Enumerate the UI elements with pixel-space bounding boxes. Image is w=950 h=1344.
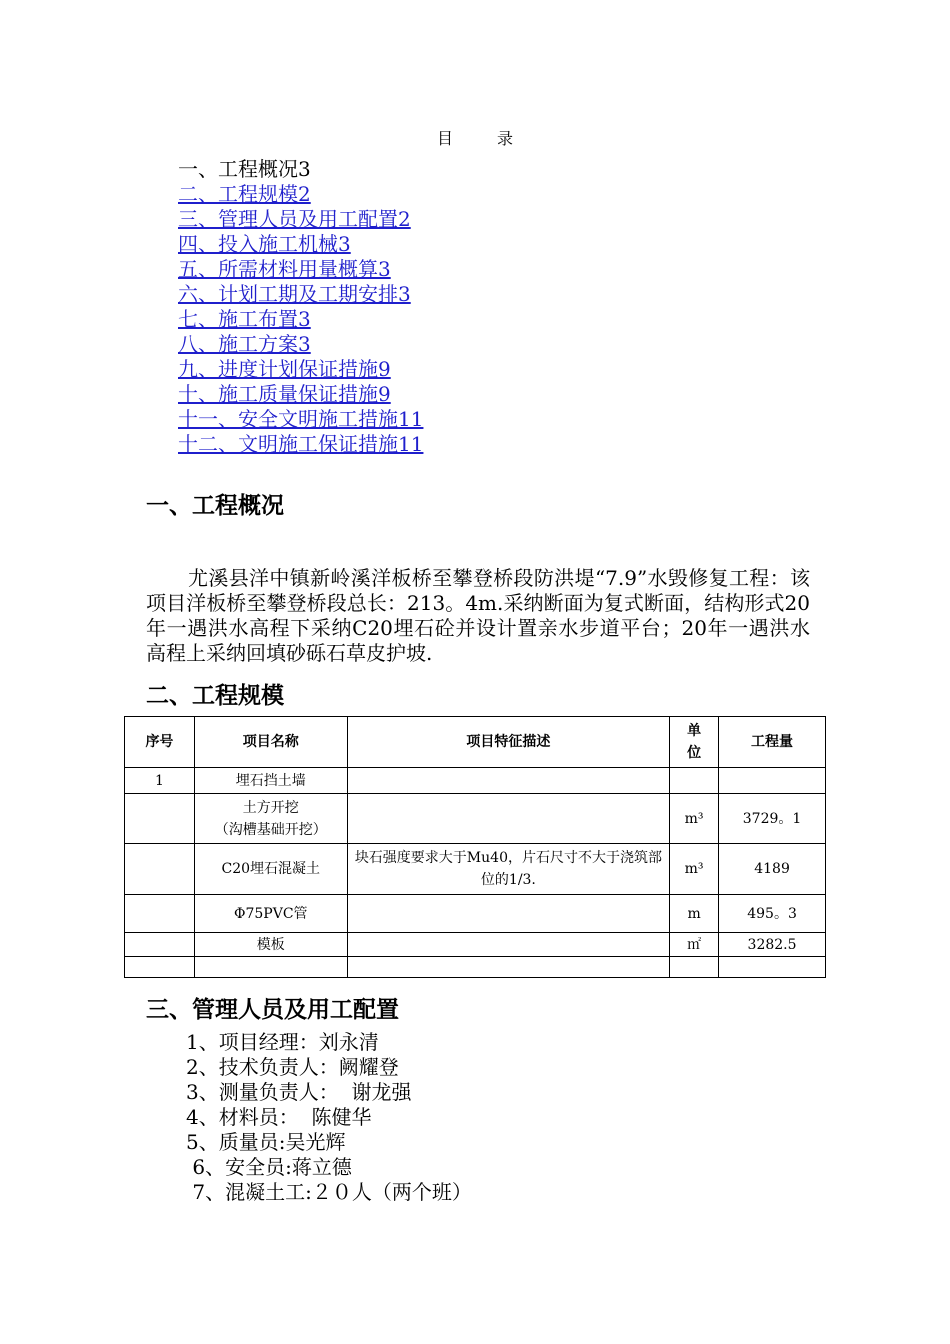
staff-item-quality-officer: 5、质量员:吴光辉	[186, 1130, 346, 1154]
cell-quantity: 3729。1	[719, 794, 826, 844]
cell-description	[347, 895, 669, 933]
cell-unit	[670, 768, 719, 794]
cell-item-name: 埋石挡土墙	[194, 768, 347, 794]
table-row	[125, 844, 826, 895]
table-row	[125, 794, 826, 844]
cell-unit	[670, 957, 719, 978]
table-row	[125, 895, 826, 933]
toc-link-schedule[interactable]: 六、计划工期及工期安排3	[178, 282, 411, 306]
section-heading-overview: 一、工程概况	[146, 493, 284, 519]
cell-unit: m³	[670, 794, 719, 844]
cell-quantity	[719, 768, 826, 794]
toc-link-progress-measures[interactable]: 九、进度计划保证措施9	[178, 357, 391, 381]
cell-item-name: Φ75PVC管	[194, 895, 347, 933]
table-of-contents	[178, 157, 423, 457]
cell-item-name	[194, 957, 347, 978]
toc-title: 目录	[436, 129, 557, 148]
section-heading-scale: 二、工程规模	[146, 683, 284, 709]
cell-item-name: 模板	[194, 933, 347, 957]
staff-item-materials-officer: 4、材料员： 陈健华	[186, 1105, 372, 1129]
cell-no	[125, 895, 195, 933]
cell-item-name: C20埋石混凝土	[194, 844, 347, 895]
header-description: 项目特征描述	[347, 717, 669, 768]
cell-no	[125, 794, 195, 844]
toc-link-machinery[interactable]: 四、投入施工机械3	[178, 232, 351, 256]
cell-description	[347, 957, 669, 978]
cell-no: 1	[125, 768, 195, 794]
staff-item-technical-lead: 2、技术负责人：阙耀登	[186, 1055, 399, 1079]
toc-link-civilized-measures[interactable]: 十二、文明施工保证措施11	[178, 432, 424, 456]
toc-link-materials[interactable]: 五、所需材料用量概算3	[178, 257, 391, 281]
staff-list	[186, 1030, 472, 1205]
toc-item-overview: 一、工程概况3	[178, 157, 311, 181]
toc-link-scale[interactable]: 二、工程规模2	[178, 182, 311, 206]
cell-description: 块石强度要求大于Mu40，片石尺寸不大于浇筑部位的1/3.	[347, 844, 669, 895]
cell-quantity	[719, 957, 826, 978]
staff-item-survey-lead: 3、测量负责人： 谢龙强	[186, 1080, 412, 1104]
cell-unit: m³	[670, 844, 719, 895]
cell-description	[347, 768, 669, 794]
header-quantity: 工程量	[719, 717, 826, 768]
toc-link-staffing[interactable]: 三、管理人员及用工配置2	[178, 207, 411, 231]
table-row	[125, 933, 826, 957]
toc-link-layout[interactable]: 七、施工布置3	[178, 307, 311, 331]
section-heading-staffing: 三、管理人员及用工配置	[146, 997, 399, 1023]
overview-paragraph: 尤溪县洋中镇新岭溪洋板桥至攀登桥段防洪堤“7.9”水毁修复工程：该项目洋板桥至攀登桥段总长：213。4m.采纳断面为复式断面，结构形式20年一遇洪水高程下采纳C20埋石砼并设计置亲水步道平台；20年一遇洪水高程上采纳回填砂砾石草皮护坡.	[146, 566, 810, 665]
cell-quantity: 3282.5	[719, 933, 826, 957]
table-header-row	[125, 717, 826, 768]
table-row	[125, 957, 826, 978]
cell-quantity: 495。3	[719, 895, 826, 933]
cell-no	[125, 957, 195, 978]
table-row	[125, 768, 826, 794]
project-scale-table	[124, 716, 826, 978]
toc-link-quality-measures[interactable]: 十、施工质量保证措施9	[178, 382, 391, 406]
cell-item-name: 土方开挖 （沟槽基础开挖）	[194, 794, 347, 844]
toc-link-plan[interactable]: 八、施工方案3	[178, 332, 311, 356]
header-no: 序号	[125, 717, 195, 768]
staff-item-safety-officer: 6、安全员:蒋立德	[186, 1155, 352, 1179]
staff-item-project-manager: 1、项目经理：刘永清	[186, 1030, 379, 1054]
cell-unit: ㎡	[670, 933, 719, 957]
cell-unit: m	[670, 895, 719, 933]
cell-description	[347, 933, 669, 957]
cell-quantity: 4189	[719, 844, 826, 895]
header-item-name: 项目名称	[194, 717, 347, 768]
header-unit: 单位	[670, 717, 719, 768]
toc-link-safety-measures[interactable]: 十一、安全文明施工措施11	[178, 407, 424, 431]
staff-item-concrete-workers: 7、混凝土工:２０人（两个班）	[186, 1180, 472, 1204]
cell-description	[347, 794, 669, 844]
cell-no	[125, 933, 195, 957]
cell-no	[125, 844, 195, 895]
